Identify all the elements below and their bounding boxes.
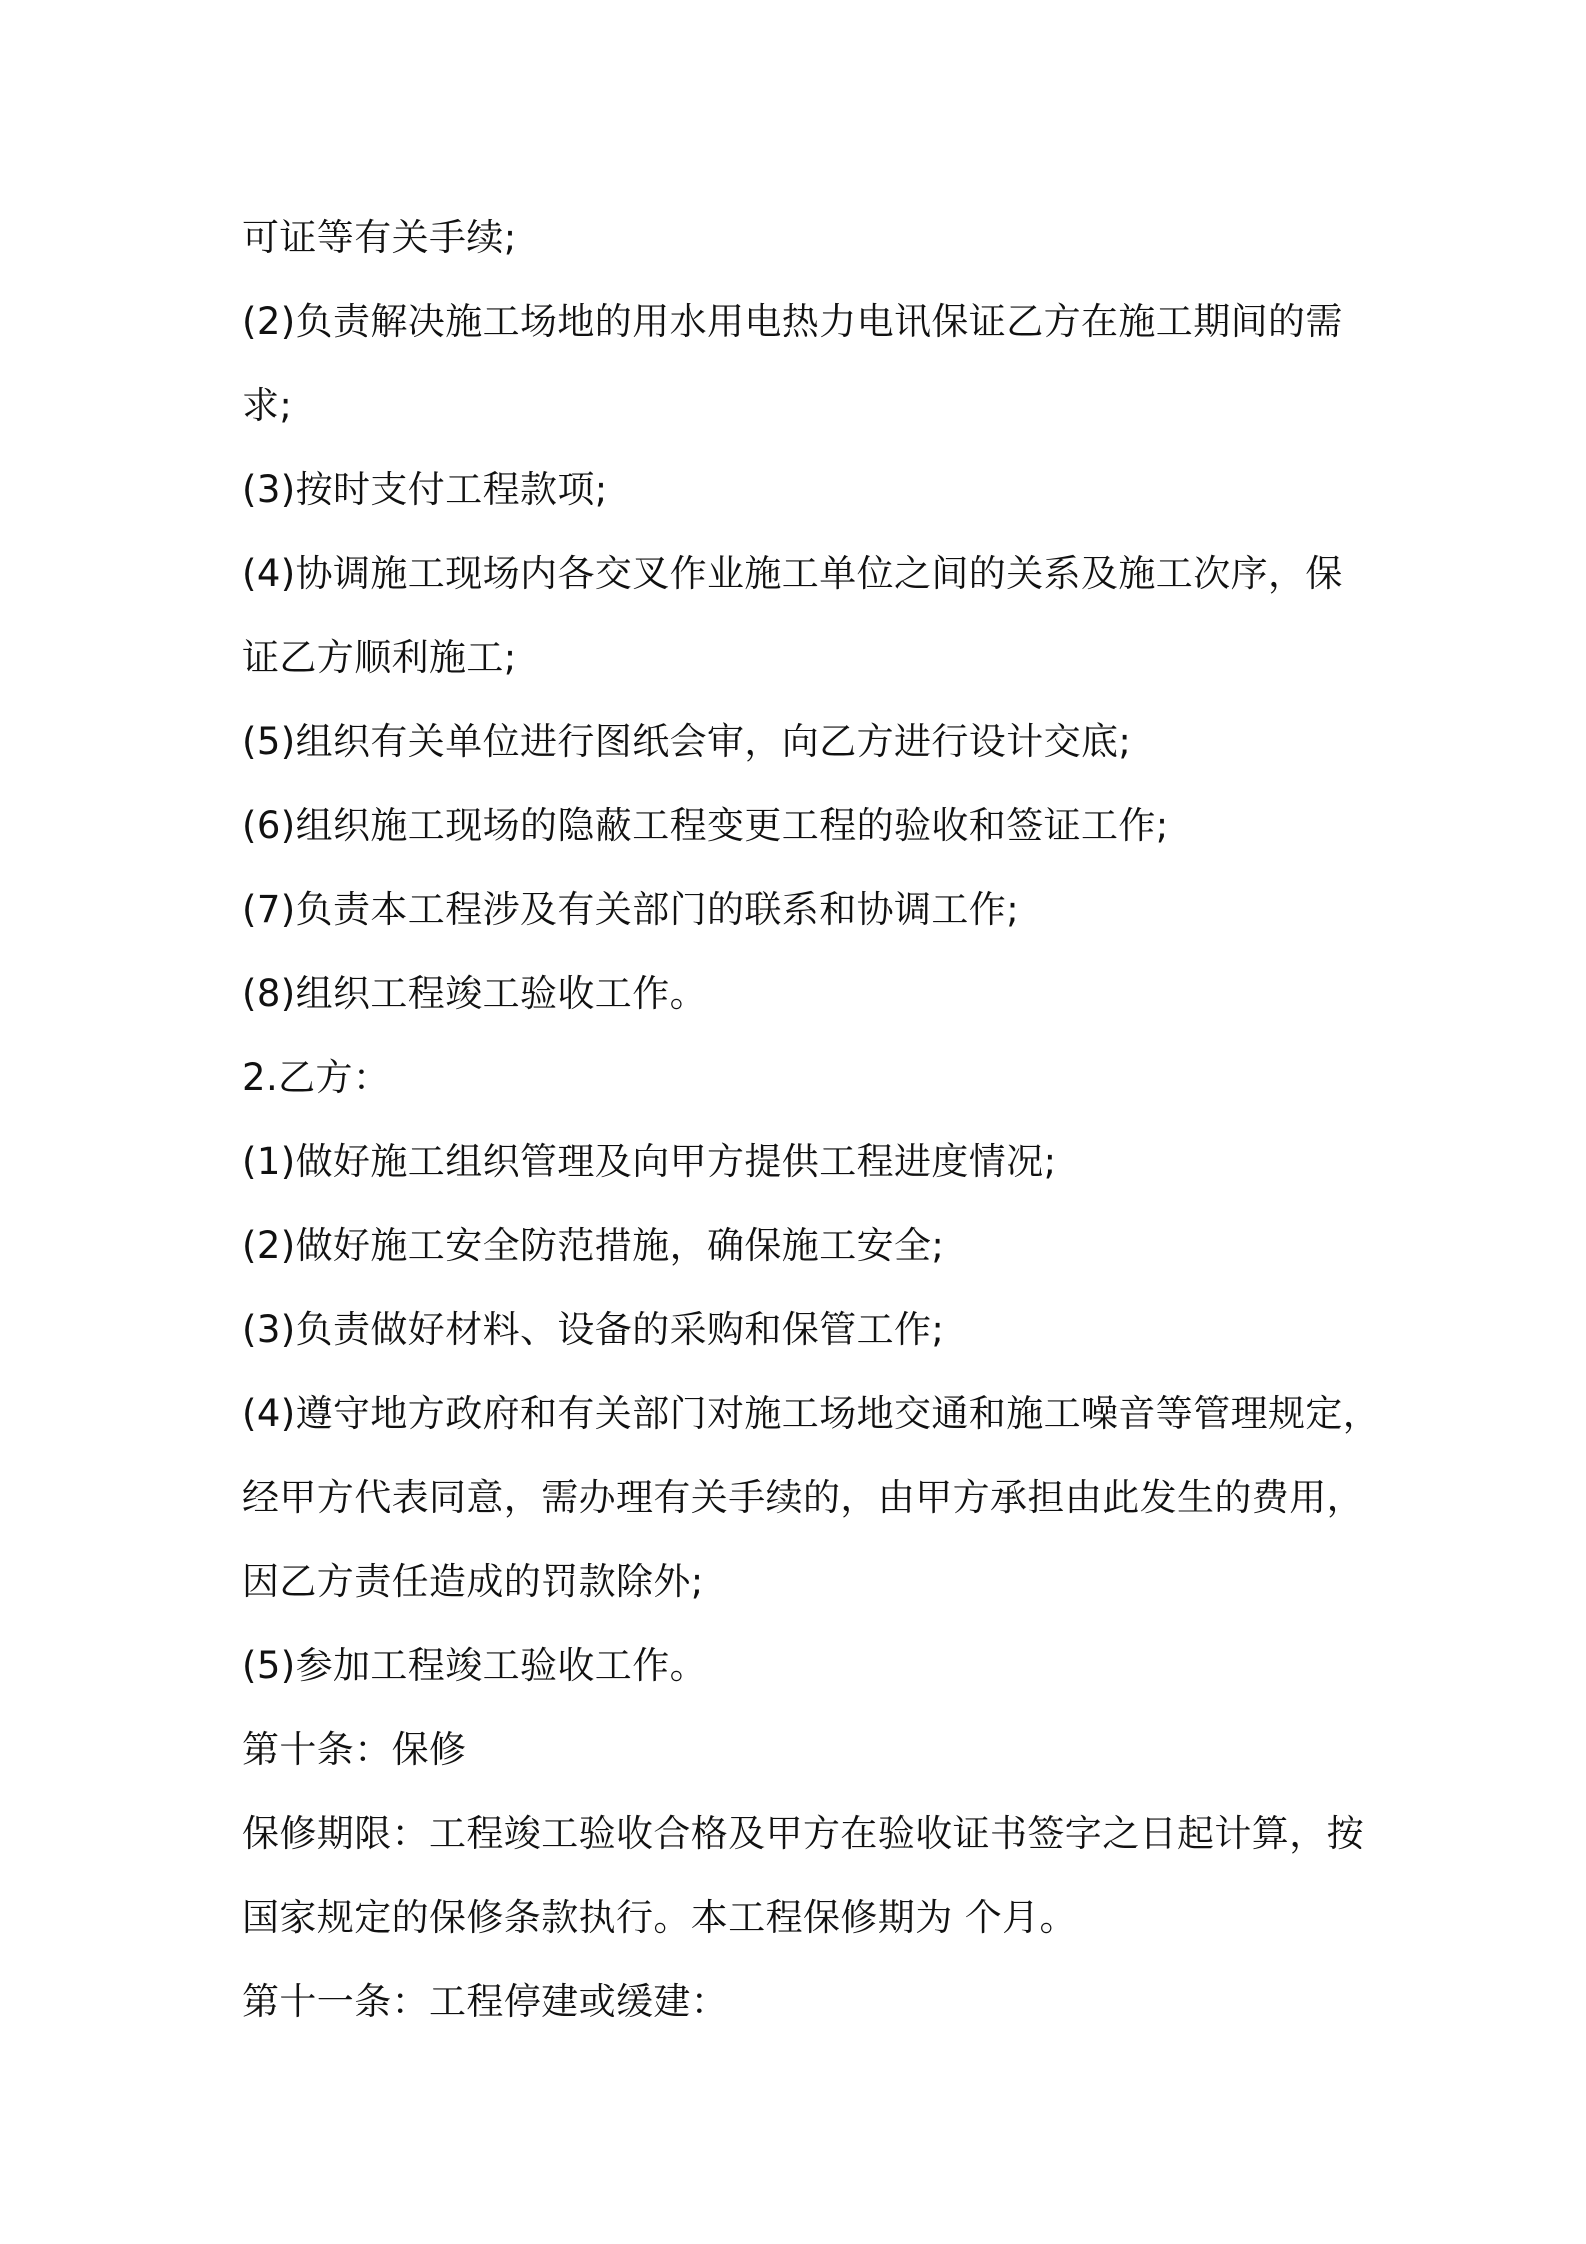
text-line: 国家规定的保修条款执行。本工程保修期为 个月。 bbox=[242, 1896, 1077, 1939]
text-line: (3)按时支付工程款项; bbox=[242, 468, 608, 511]
text-line: (1)做好施工组织管理及向甲方提供工程进度情况; bbox=[242, 1140, 1057, 1183]
text-line: (4)协调施工现场内各交叉作业施工单位之间的关系及施工次序，保 bbox=[242, 552, 1343, 595]
text-line: 经甲方代表同意，需办理有关手续的，由甲方承担由此发生的费用， bbox=[242, 1476, 1364, 1519]
text-line: (2)做好施工安全防范措施，确保施工安全; bbox=[242, 1224, 945, 1267]
text-line: (2)负责解决施工场地的用水用电热力电讯保证乙方在施工期间的需 bbox=[242, 300, 1343, 343]
text-line: (7)负责本工程涉及有关部门的联系和协调工作; bbox=[242, 888, 1020, 931]
article-heading: 第十条：保修 bbox=[242, 1728, 467, 1771]
text-line: 因乙方责任造成的罚款除外; bbox=[242, 1560, 704, 1603]
text-line: (5)参加工程竣工验收工作。 bbox=[242, 1644, 708, 1687]
document-body bbox=[242, 196, 1381, 2044]
text-line: (8)组织工程竣工验收工作。 bbox=[242, 972, 708, 1015]
article-heading: 第十一条：工程停建或缓建： bbox=[242, 1980, 729, 2023]
text-line: (6)组织施工现场的隐蔽工程变更工程的验收和签证工作; bbox=[242, 804, 1169, 847]
text-line: (5)组织有关单位进行图纸会审，向乙方进行设计交底; bbox=[242, 720, 1132, 763]
text-line: (3)负责做好材料、设备的采购和保管工作; bbox=[242, 1308, 945, 1351]
text-line: 求; bbox=[242, 384, 293, 427]
section-heading: 2.乙方： bbox=[242, 1056, 391, 1099]
text-line: 保修期限：工程竣工验收合格及甲方在验收证书签字之日起计算，按 bbox=[242, 1812, 1364, 1855]
text-line: (4)遵守地方政府和有关部门对施工场地交通和施工噪音等管理规定， bbox=[242, 1392, 1381, 1435]
text-line: 证乙方顺利施工; bbox=[242, 636, 517, 679]
text-line: 可证等有关手续; bbox=[242, 216, 517, 259]
